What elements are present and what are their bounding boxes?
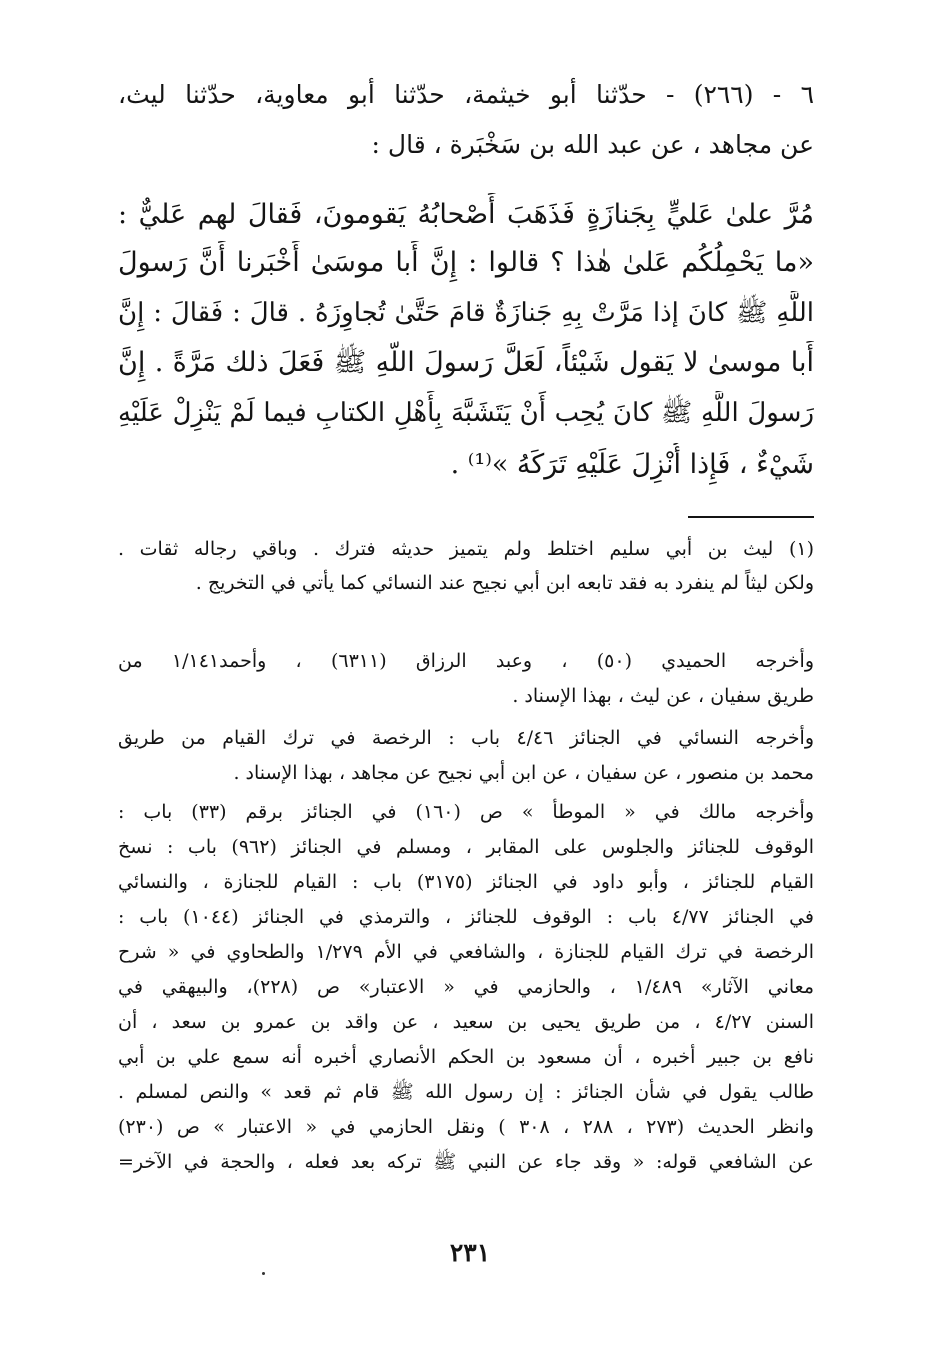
matn-line: «ما يَحْمِلُكُم عَلىٰ هٰذا ؟ قالوا : إِنَّ أَبا موسَىٰ أَخْبَرنا أَنَّ رَسولَ [118,247,814,278]
isnad-line: ٦ - (٢٦٦) - حدّثنا أبو خيثمة، حدّثنا أبو معاوية، حدّثنا ليث، [118,80,814,109]
matn-line: أَبا موسىٰ لا يَقول شَيْئاً، لَعَلَّ رَسولَ اللَّهِ ﷺ فَعَلَ ذلك مَرَّةً . إِنَّ [118,347,814,378]
footnote-line: ولكن ليثاً لم ينفرد به فقد تابعه ابن أبي نجيح عند النسائي كما يأتي في التخريج . [195,572,814,594]
takhrij-line: القيام للجنائز ، وأبو داود في الجنائز (٣١٧٥) باب : القيام للجنازة ، والنسائي [118,871,814,893]
takhrij-line: طالب يقول في شأن الجنائز : إن رسول الله ﷺ قام ثم قعد » والنص لمسلم . [118,1081,814,1103]
matn-line: شَيْءٌ ، فَإِذا أُنْزِلَ عَلَيْهِ تَرَكَهُ »⁽¹⁾ . [450,449,814,480]
takhrij-line: وأخرجه مالك في « الموطأ » ص (١٦٠) في الجنائز برقم (٣٣) باب : [118,801,814,823]
takhrij-line: وانظر الحديث (٢٧٣ ، ٢٨٨ ، ٣٠٨ ) ونقل الحازمي في « الاعتبار » ص (٢٣٠) [118,1116,814,1138]
scan-speck [262,1272,265,1275]
page-number: ٢٣١ [449,1238,491,1267]
takhrij-line: معاني الآثار» ١/٤٨٩ ، والحازمي في « الاعتبار» ص (٢٢٨)، والبيهقي في [118,976,814,998]
matn-line: رَسولَ اللَّهِ ﷺ كانَ يُحِب أَنْ يَتَشَبَّهَ بِأَهْلِ الكتابِ فيما لَمْ يَنْزِلْ عَلَيْهِ [118,398,814,428]
takhrij-line: محمد بن منصور ، عن سفيان ، عن ابن أبي نجيح عن مجاهد ، بهذا الإسناد . [233,762,814,784]
takhrij-line: طريق سفيان ، عن ليث ، بهذا الإسناد . [512,685,814,707]
matn-line: اللَّهِ ﷺ كانَ إذا مَرَّتْ بِهِ جَنازَةٌ قامَ حَتَّىٰ تُجاوِزَهُ . قالَ : فَقالَ : إِنَّ [118,298,814,328]
takhrij-line: نافع بن جبير أخبره ، أن مسعود بن الحكم الأنصاري أخبره أنه سمع علي بن أبي [118,1046,814,1068]
footnote-separator [688,516,814,518]
takhrij-line: وأخرجه الحميدي (٥٠) ، وعبد الرزاق (٦٣١١) ، وأحمد١/١٤١ من [118,650,814,672]
takhrij-line: وأخرجه النسائي في الجنائز ٤/٤٦ باب : الرخصة في ترك القيام من طريق [118,727,814,749]
footnote-line: (١) ليث بن أبي سليم اختلط ولم يتميز حديثه فترك . وباقي رجاله ثقات . [118,538,814,560]
takhrij-line: الرخصة في ترك القيام للجنازة ، والشافعي في الأم ١/٢٧٩ والطحاوي في « شرح [118,941,814,963]
takhrij-line: في الجنائز ٤/٧٧ باب : الوقوف للجنائز ، والترمذي في الجنائز (١٠٤٤) باب : [118,906,814,928]
isnad-line: عن مجاهد ، عن عبد الله بن سَخْبَرة ، قال : [371,130,814,159]
takhrij-line: السنن ٤/٢٧ ، من طريق يحيى بن سعيد ، عن واقد بن عمرو بن سعد ، أن [118,1011,814,1033]
matn-line: مُرَّ علىٰ عَليٍّ بِجَنازَةٍ فَذَهَبَ أَصْحابُهُ يَقومونَ، فَقالَ لهم عَليٌّ : [118,199,814,230]
takhrij-line: الوقوف للجنائز والجلوس على المقابر ، ومسلم في الجنائز (٩٦٢) باب : نسخ [118,836,814,858]
takhrij-line: عن الشافعي قوله: « وقد جاء عن النبي ﷺ تركه بعد فعله ، والحجة في الآخر= [118,1151,814,1173]
